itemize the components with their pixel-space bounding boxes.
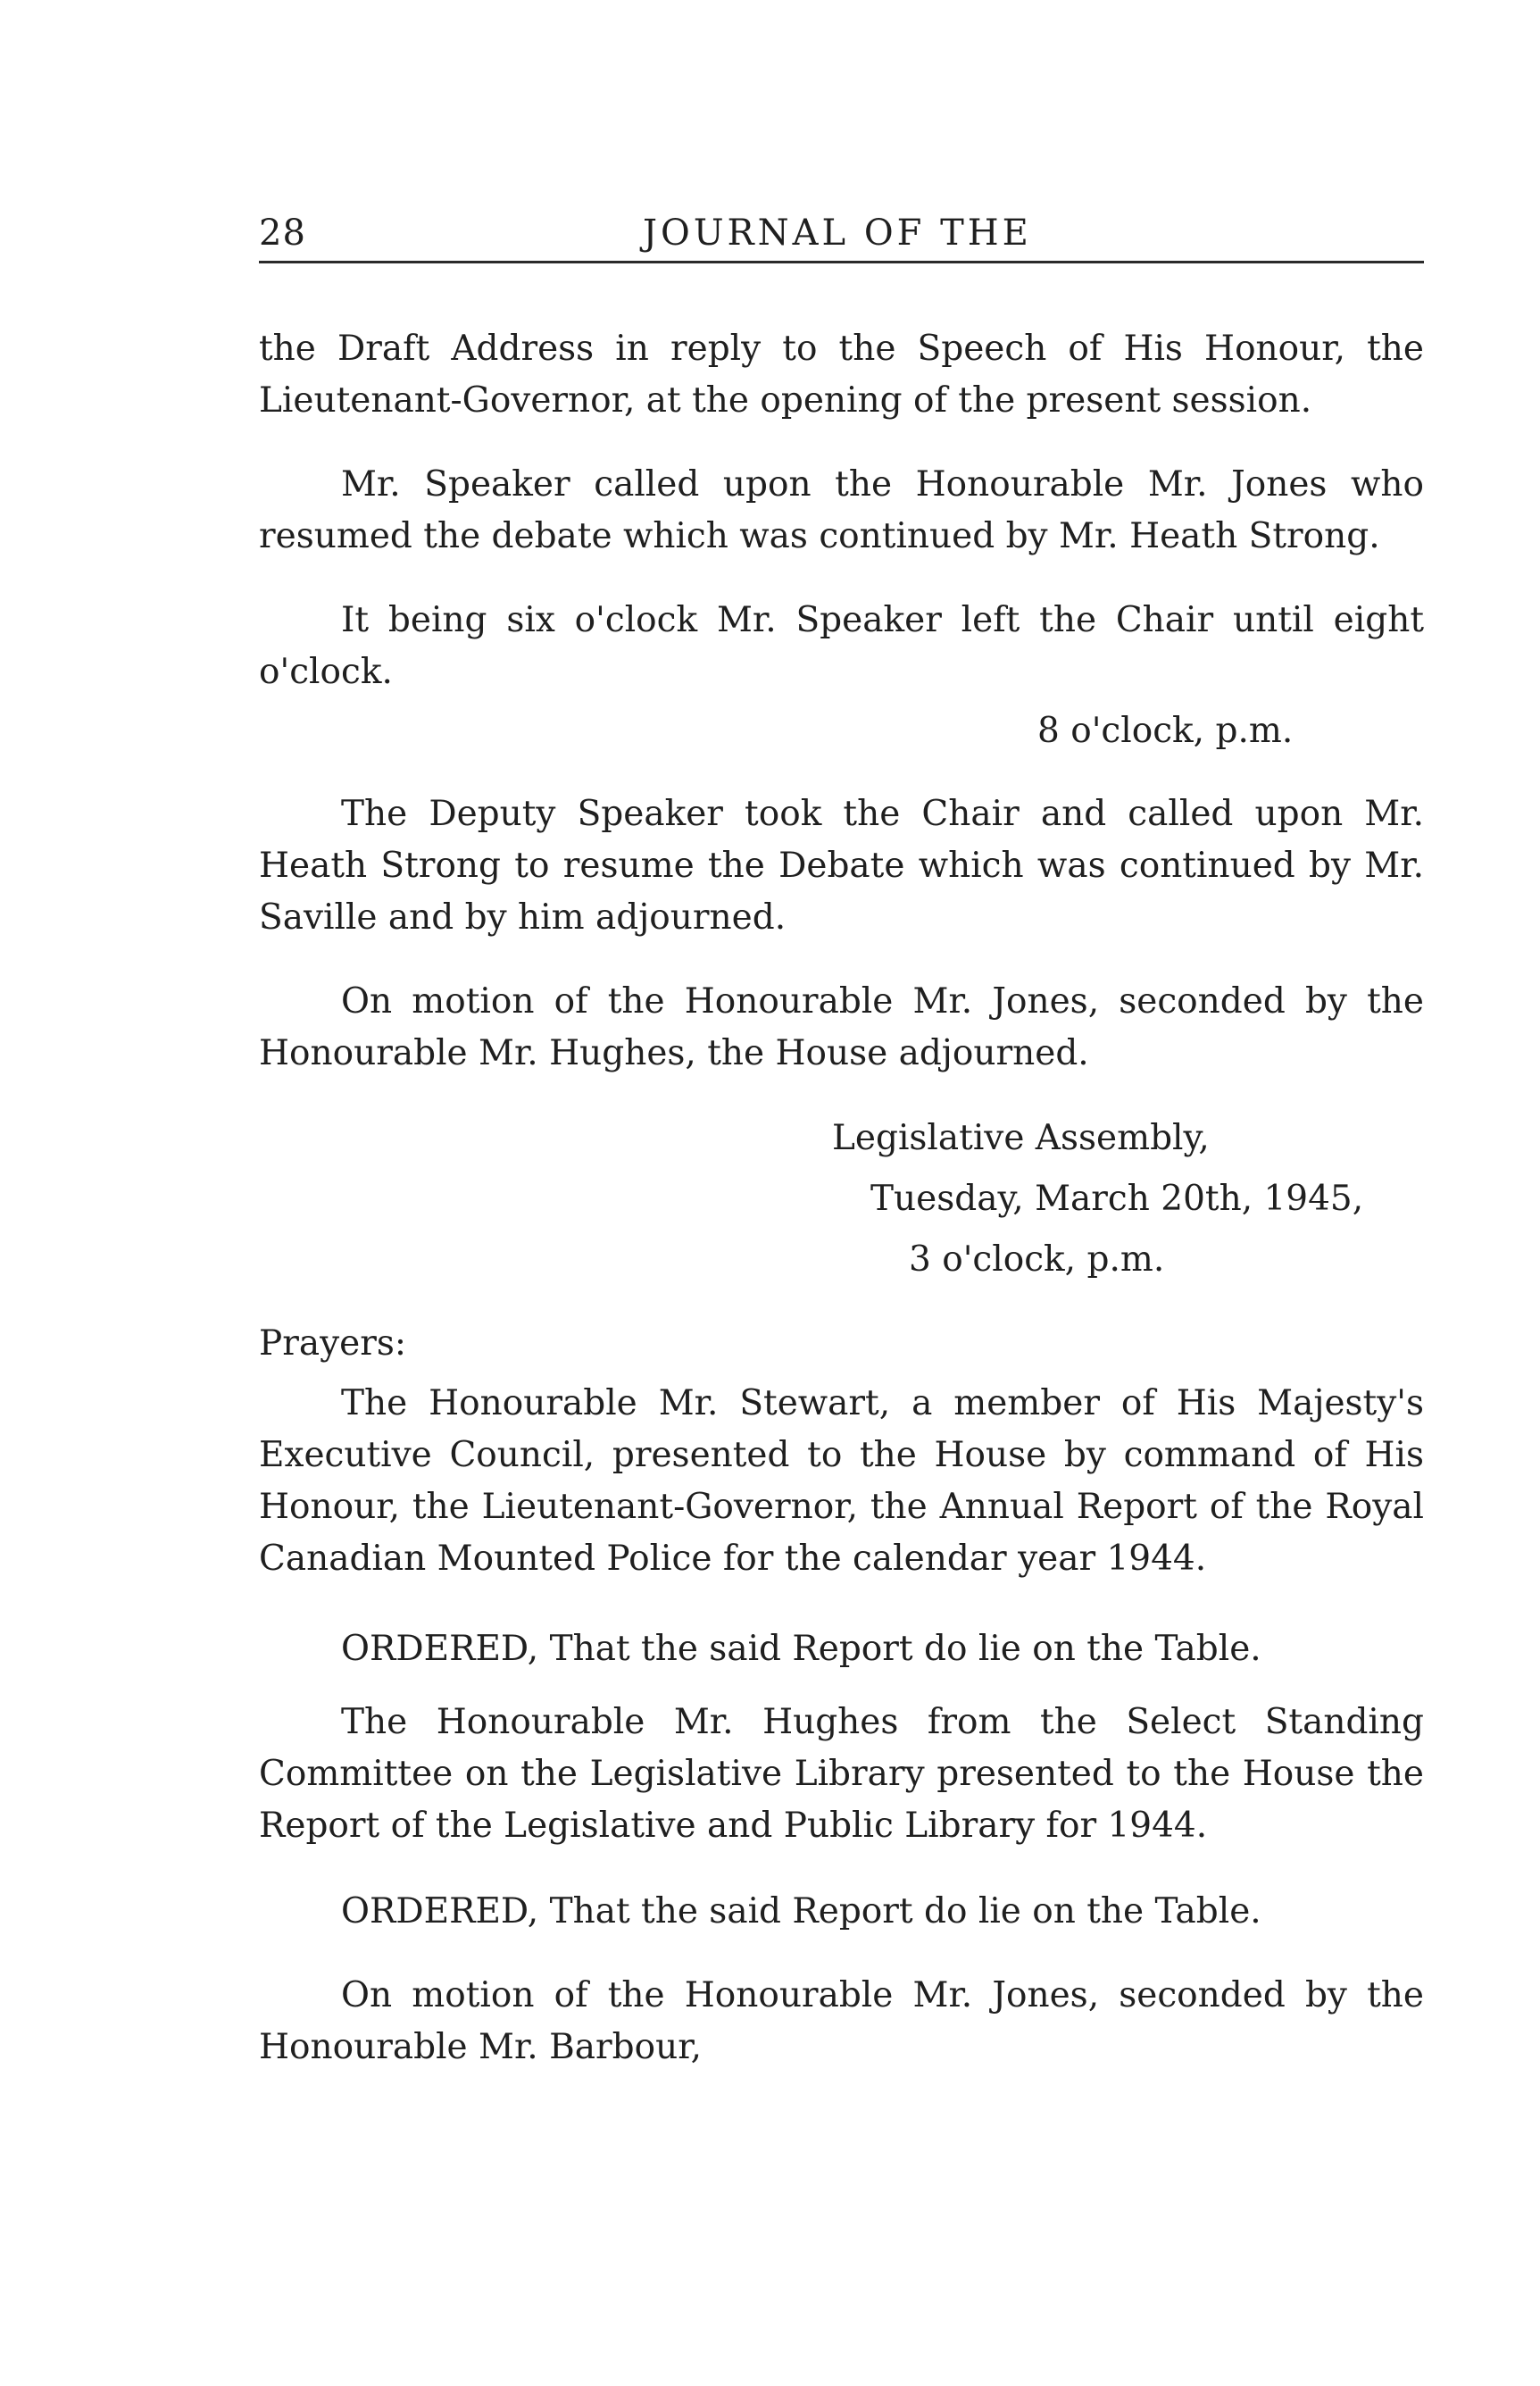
paragraph-motion-adjourned: On motion of the Honourable Mr. Jones, seconded by the Honourable Mr. Hughes, the House adjourned. bbox=[259, 981, 1424, 1073]
paragraph-deputy-speaker: The Deputy Speaker took the Chair and called upon Mr. Heath Strong to resume the Debate which was continued by Mr. Saville and by him adjourned. bbox=[259, 794, 1424, 938]
prayers-heading: Prayers: bbox=[259, 1323, 407, 1364]
dateline-assembly: Legislative Assembly, bbox=[832, 1118, 1210, 1158]
paragraph-hughes-library: The Honourable Mr. Hughes from the Select Standing Committee on the Legislative Library presented to the House the Report of the Legislative and Public Library for 1944. bbox=[259, 1702, 1424, 1846]
dateline-date: Tuesday, March 20th, 1945, bbox=[870, 1179, 1364, 1219]
dateline-time: 3 o'clock, p.m. bbox=[909, 1239, 1165, 1280]
paragraph-speaker-called: Mr. Speaker called upon the Honourable Mr. Jones who resumed the debate which was continued by Mr. Heath Strong. bbox=[259, 464, 1424, 556]
time-heading-8pm: 8 o'clock, p.m. bbox=[1037, 711, 1294, 751]
paragraph-motion-barbour: On motion of the Honourable Mr. Jones, seconded by the Honourable Mr. Barbour, bbox=[259, 1975, 1424, 2067]
paragraph-stewart-report: The Honourable Mr. Stewart, a member of His Majesty's Executive Council, presented to the House by command of His Honour, the Lieutenant-Governor, the Annual Report of the Royal Canadian Mounted Police for the calendar year 1944. bbox=[259, 1383, 1424, 1579]
header-rule bbox=[259, 261, 1424, 263]
page-number: 28 bbox=[259, 213, 306, 254]
running-head bbox=[259, 213, 1424, 266]
paragraph-six-oclock: It being six o'clock Mr. Speaker left the Chair until eight o'clock. bbox=[259, 600, 1424, 692]
paragraph-ordered-1: ORDERED, That the said Report do lie on the Table. bbox=[341, 1629, 1261, 1669]
journal-title: JOURNAL OF THE bbox=[643, 213, 1032, 254]
paragraph-ordered-2: ORDERED, That the said Report do lie on the Table. bbox=[341, 1891, 1261, 1931]
paragraph-draft-address: the Draft Address in reply to the Speech of His Honour, the Lieutenant-Governor, at the opening of the present session. bbox=[259, 329, 1424, 421]
